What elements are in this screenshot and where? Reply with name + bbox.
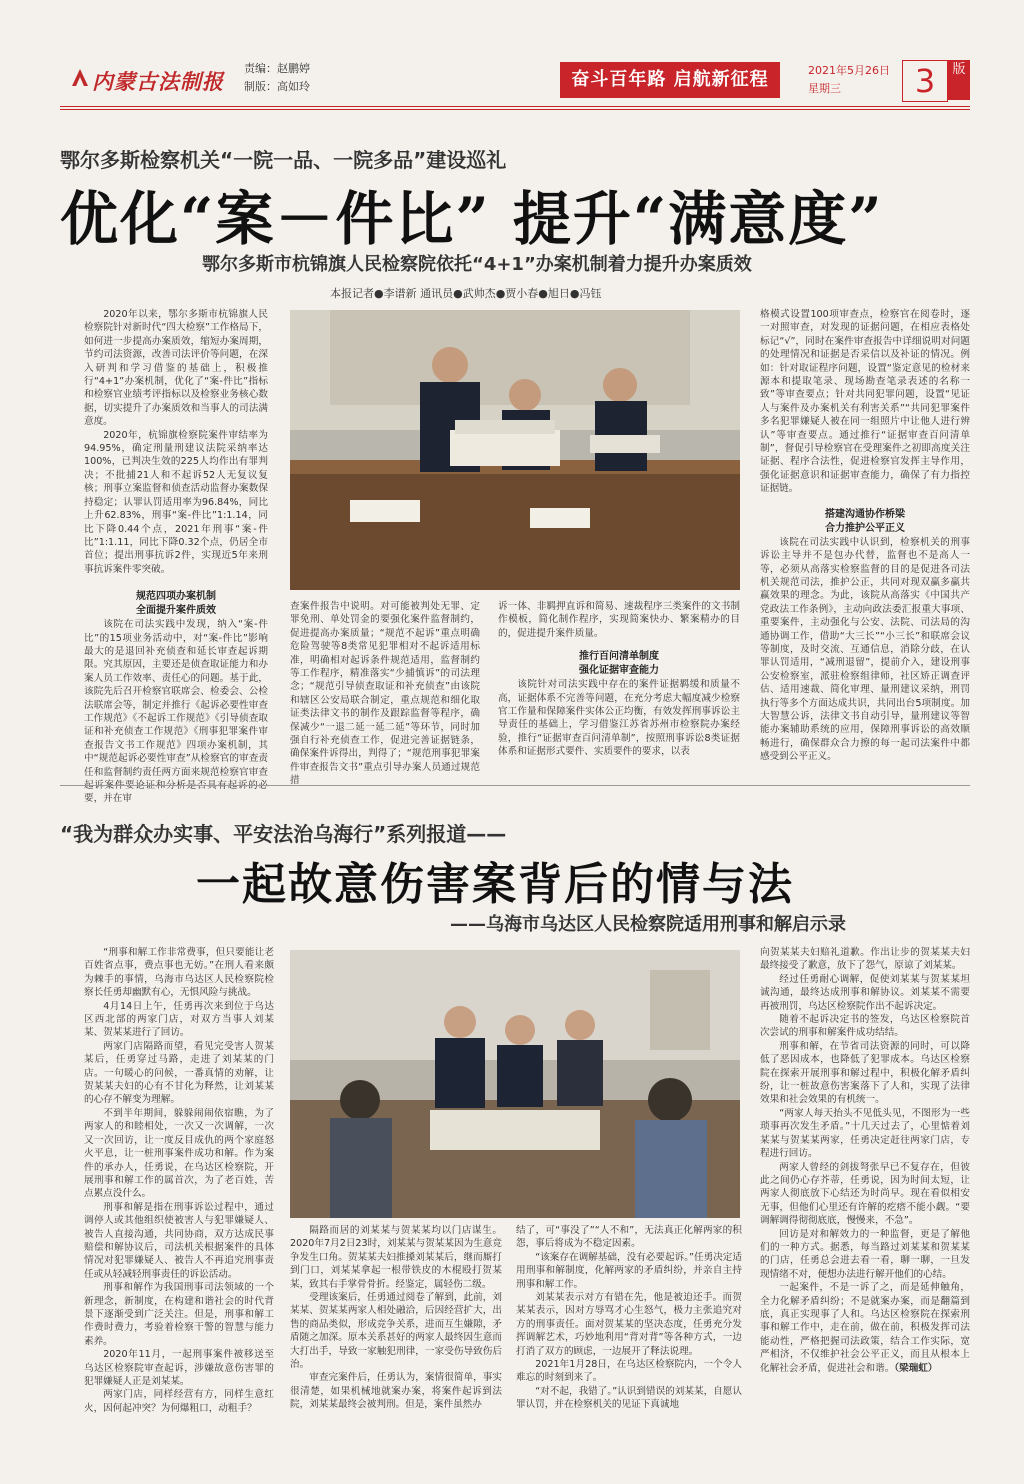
courtroom-photo — [290, 310, 740, 590]
producer-line: 制版：高如玲 — [244, 80, 310, 93]
paragraph: 该院在司法实践中认识到，检察机关的刑事诉讼主导并不是包办代替，监督也不是高人一等，必须从高落实检察监督的目的是促进各司法机关规范司法，推护公正，共同对现双赢多赢共赢效果的理念。为此，该院从高落实《中国共产党政法工作条例》，主动向政法委汇报重大事项、重要案件，主动强化与公安、法院、司法局的沟通协调工作，借助“大三长”“小三长”和联席会议等制度，及时交流、互通信息，消除分歧，在认罪认罚适用，“减刑退留”，提前介入，建设刑事公安检察室，派驻检察组律师，社区矫正调查评估、适用速裁、简化审理、量刑建议采纳，刑罚执行等多个方面达成共识，共同出台5项制度。加大智慧公诉，法律文书自动引导，量刑建议等智能办案辅助系统的应用，保障刑事诉讼的高效顺畅进行，确保群众合力擦的每一起司法案件中都感受到公平正义。 — [760, 536, 970, 763]
paragraph: 该院在司法实践中发现，纳入“案-件比”的15项业务活动中，对“案-件比”影响最大的是退回补充侦查和延长审查起诉期限。究其原因，主要还是侦查取证能力和办案人员工作效率、责任心的问题。基于此，该院先后召开检察官联席会、检委会、公检法联席会等，制定并推行《起诉必要性审查工作规范》《不起诉工作规范》《引导侦查取证和补充侦查工作规范》《刑事犯罪案件审查报告文书工作规范》四项办案机制，其中“规范起诉必要性审查”从检察官的审查责任和监督制约责任两方面来规范检察官审查起诉案件要论证和分析是否具有起诉的必要，并在审 — [84, 619, 268, 805]
weekday: 星期三 — [808, 82, 841, 95]
paragraph: 受理该案后，任勇通过阅卷了解到，此前，刘某某、贺某某两家人相处融洽，后因经营扩大，出售的商品类似，形成竞争关系，进而互生嫌隙，矛盾随之加深。原本关系甚好的两家人最终因生意而大打出手，导致一家触犯刑律，一家受伤导致伤后治。 — [290, 1292, 502, 1371]
paragraph: “该案存在调解基础，没有必要起诉。”任勇决定适用刑事和解制度，化解两家的矛盾纠纷，并亲自主持刑事和解工作。 — [516, 1251, 742, 1290]
page-number: 3 — [902, 60, 948, 102]
paragraph: 刑事和解作为我国刑事司法领域的一个新理念，新制度，在构建和谐社会的时代背景下逐渐受到广泛关注。但是，刑事和解工作费时费力，考验着检察干警的智慧与能力素养。 — [84, 1282, 274, 1347]
article2-title: 一起故意伤害案背后的情与法 — [196, 859, 794, 910]
article2-kicker: “我为群众办实事、平安法治乌海行”系列报道—— — [60, 822, 507, 846]
article1-column-4 — [760, 308, 970, 778]
paragraph: 随着不起诉决定书的签发，乌达区检察院首次尝试的刑事和解案件成功结结。 — [760, 1014, 970, 1039]
article1-column-3 — [498, 600, 740, 778]
paragraph-text: 一起案件，不是一诉了之，而是延伸触角，全力化解矛盾纠纷；不是就案办案，而是翻篇到底，真正实现事了人和。乌达区检察院在探索刑事和解工作中，走在前，做在前，积极发挥司法能动性，严格把握司法政策，结合工作实际，宽严相济，不仅维护社会公平正义，而且从根本上化解社会矛盾，促进社会和谐。 — [760, 1282, 970, 1374]
paragraph: 隔路而居的刘某某与贺某某均以门店谋生。2020年7月2日23时，刘某某与贺某某因为生意竞争发生口角。贺某某夫妇推搡刘某某后，继而厮打到门口，刘某某拿起一根带铁皮的木棍殴打贺某某，致其右手掌骨骨折。经鉴定，属轻伤二级。 — [290, 1225, 502, 1290]
courtroom-illustration — [290, 310, 740, 590]
paragraph: 格模式设置100项审查点，检察官在阅卷时，逐一对照审查，对发现的证据问题，在相应表格处标记“√”，同时在案件审查报告中详细说明对问题的处理情况和证据是否采信以及补证的情况。例如：针对取证程序问题，设置“鉴定意见的检材来源本和提取笔录、现场勘查笔录表述的名称一致”等审查要点；针对共同犯罪问题，设置“见证人与案件及办案机关有利害关系”“共同犯罪案件多名犯罪嫌疑人被在同一组照片中让他人进行辨认”等审查要点。通过推行“证据审查百问清单制”，督促引导检察官在受理案件之初即高度关注证据、程序合法性，促进检察官发挥主导作用，强化证据意识和证据审查能力，确保了有力指控证据链。 — [760, 309, 970, 495]
section-banner: 奋斗百年路 启航新征程 — [560, 62, 780, 98]
subhead: 规范四项办案机制 — [136, 591, 216, 603]
paragraph: 审查完案件后，任勇认为，案情很简单，事实很清楚，如果机械地就案办案，将案件起诉到法院，刘某某最终会被判刑。但是，案件虽然办 — [290, 1372, 502, 1411]
paragraph: 刘某某表示对方有错在先，他是被迫还手。而贺某某表示，因对方辱骂才心生怒气，极力主张追究对方的刑事责任。面对贺某某的坚决态度，任勇充分发挥调解艺术，巧妙地利用“背对背”等各种方式，一边打消了双方的顾虑，一边展开了释法说理。 — [516, 1292, 742, 1357]
paragraph: 2021年1月28日，在乌达区检察院内，一个令人难忘的时刻到来了。 — [516, 1359, 742, 1384]
paragraph: 2020年11月，一起刑事案件被移送至乌达区检察院审查起诉，涉嫌故意伤害罪的犯罪嫌疑人正是刘某某。 — [84, 1349, 274, 1387]
paragraph: 两家门店隔路而望，看见完受害人贺某某后，任勇穿过马路，走进了刘某某的门店。一句暖心的问候，一番真情的劝解，让贺某某夫妇的心有不甘化为释然，让刘某某的心存不解变为理解。 — [84, 1040, 274, 1106]
paragraph: “对不起，我错了。”认识到错误的刘某某，自愿认罪认罚，并在检察机关的见证下真诚地 — [516, 1385, 742, 1411]
mediation-illustration — [290, 950, 740, 1218]
logo-mark-icon — [70, 66, 90, 90]
article2-column-1 — [84, 946, 274, 1426]
article1-column-2 — [290, 600, 480, 787]
article2-subtitle: ——乌海市乌达区人民检察院适用刑事和解启示录 — [450, 914, 846, 935]
editor-credits — [244, 60, 310, 96]
paragraph: 两家人曾经的剑拔弩张早已不复存在，但彼此之间仍心存芥蒂，任勇说，因为时间太短，让两家人彻底放下心结还为时尚早。现在看似相安无事，但他们心里还有许解的疙瘩不能小觑。“要调解调得彻彻底底，慢慢来，不急”。 — [760, 1161, 970, 1227]
mediation-photo — [290, 950, 740, 1218]
paragraph: 诉一体、非羁押直诉和简易、速裁程序三类案件的文书制作模板，简化制作程序，实现简案快办、繁案精办的目的，促进提升案件质量。 — [498, 601, 740, 639]
author-credit: （梁瑞虹） — [894, 1362, 938, 1374]
article1-kicker: 鄂尔多斯检察机关“一院一品、一院多品”建设巡礼 — [60, 148, 507, 172]
article2-column-3 — [516, 1224, 742, 1434]
paragraph: 4月14日上午，任勇再次来到位于乌达区西北部的两家门店，对双方当事人刘某某、贺某某进行了回访。 — [84, 1000, 274, 1039]
subhead: 搭建沟通协作桥梁 — [825, 508, 905, 520]
article2-column-2 — [290, 1224, 502, 1434]
header-divider-2 — [60, 109, 970, 110]
paragraph: “刑事和解工作非常费事，但只要能让老百姓省点事，费点事也无妨。”在刑人看来颇为棘手的事情，乌海市乌达区人民检察院检察长任勇却幽默有心，无惧风险与挑战。 — [84, 947, 274, 999]
paragraph: 两家门店，同样经营有方，同样生意红火，因何起冲突？为何爆粗口，动粗手？ — [84, 1389, 274, 1414]
paragraph: “两家人每天抬头不见低头见，不图形为一些琐事再次发生矛盾。”十几天过去了，心里惦着刘某某与贺某某两家，任勇决定赶往两家门店，专程进行回访。 — [760, 1107, 970, 1160]
article1-title: 优化“案－件比” 提升“满意度” — [60, 185, 884, 253]
header-divider — [60, 106, 970, 107]
paragraph: 回访是对和解效力的一种监督，更是了解他们的一种方式。据悉，每当路过刘某某和贺某某的门店，任勇总会进去看一看，聊一聊，一旦发现情绪不对，便想办法进行解开他们的心结。 — [760, 1228, 970, 1280]
subhead: 全面提升案件质效 — [136, 605, 216, 617]
paragraph: 该院针对司法实践中存在的案件证据羁缓和质量不高，证据体系不完善等问题，在充分考虑大幅度减少检察官工作量和保障案件实体公正均衡，有效发挥刑事诉讼主导责任的基础上，学习借鉴江苏省苏州市检察院办案经验，推行“证据审查百问清单制”，按照刑事诉讼8类证据体系和证据形式要件、实质要件的要求，以表 — [498, 679, 740, 758]
paragraph: 查案件报告中说明。对可能被判处无罪、定罪免刑、单处罚金的要强化案件监督制约，促进提高办案质量；“规范不起诉”重点明确危险驾驶等8类常见犯罪相对不起诉适用标准，明确相对起诉条件规范适用，监督制约等工作程序，精准落实“少捕慎诉”的司法理念；“规范引导侦查取证和补充侦查”由该院和辖区公安局联合制定，重点规范和细化取证类法律文书的制作及跟踪监督等程序，确保减少“一退二延一延二延”等环节，同时加强自行补充侦查工作，促进完善证据链条，确保案件诉得出，判得了；“规范刑事犯罪案件审查报告文书”重点引导办案人员通过规范措 — [290, 601, 480, 787]
article1-subtitle: 鄂尔多斯市杭锦旗人民检察院依托“4+1”办案机制着力提升办案质效 — [202, 254, 752, 275]
paragraph: 2020年，杭锦旗检察院案件审结率为94.95%，确定刑量刑建议法院采纳率达100%，已判决生效的225人均作出有罪判决；不批捕21人和不起诉52人无复议复核；刑事立案监督和侦查活动监督办案数保持稳定；认罪认罚适用率为96.84%，同比上升62.83%，刑事“案-件比”1:1.14，同比下降0.44个点，2021年刑事“案-件比”1:1.11，同比下降0.32个点，仍居全市首位；提出刑事抗诉2件，实现近5年来刑事抗诉案件零突破。 — [84, 429, 268, 575]
paragraph: 向贺某某夫妇赔礼道歉。作出让步的贺某某夫妇最终接受了歉意，放下了怨气，原谅了刘某某。 — [760, 947, 970, 972]
subhead: 推行百问清单制度 — [579, 651, 659, 663]
paragraph: 2020年以来，鄂尔多斯市杭锦旗人民检察院针对新时代“四大检察”工作格局下，如何进一步提高办案质效，缩短办案周期，节约司法资源，改善司法评价等问题，在深入研判和学习借鉴的基础上，积极推行“4+1”办案机制，优化了“案-件比”指标和检察官业绩考评指标以及检察业务核心数据，切实提升了办案质效和当事人的司法满意度。 — [84, 309, 268, 428]
paragraph — [760, 1281, 970, 1375]
newspaper-logo: 内蒙古法制报 — [92, 70, 224, 94]
page-label: 版 — [948, 60, 970, 100]
paragraph: 不到半年期间，躲躲闹闹依宿瞧，为了两家人的和睦相处，一次又一次调解，一次又一次回访，让一度反目成仇的两个家庭怒火平息，让一桩刑事案件成功和解。作为案件的承办人，任勇说，在乌达区检察院，开展刑事和解工作的属首次，为了老百姓，苦点累点没什么。 — [84, 1107, 274, 1200]
editor-line: 责编：赵鹏婷 — [244, 62, 310, 75]
section-divider — [60, 785, 970, 786]
article1-column-1 — [84, 308, 268, 805]
paragraph: 刑事和解，在节省司法资源的同时，可以降低了恶因成本，也降低了犯罪成本。乌达区检察院在探索开展刑事和解过程中，积极化解矛盾纠纷，让一桩故意伤害案落下了人和，实现了法律效果和社会效果的有机统一。 — [760, 1040, 970, 1106]
article1-byline: 本报记者●李谱新 通讯员●武帅杰●贾小春●旭日●冯钰 — [330, 287, 602, 300]
subhead: 强化证据审查能力 — [579, 665, 659, 677]
date: 2021年5月26日 — [808, 64, 890, 77]
paragraph: 结了，可“事没了”“人不和”，无法真正化解两家的积怨，事后将成为不稳定因素。 — [516, 1225, 742, 1250]
masthead — [70, 60, 230, 100]
subhead: 合力推护公平正义 — [825, 522, 905, 534]
issue-date — [808, 62, 890, 98]
article2-column-4 — [760, 946, 970, 1434]
paragraph: 经过任勇耐心调解，促使刘某某与贺某某坦诚沟通，最终达成刑事和解协议。刘某某不需要再被刑罚，乌达区检察院作出不起诉决定。 — [760, 973, 970, 1012]
paragraph: 刑事和解是指在刑事诉讼过程中，通过调停人或其他组织使被害人与犯罪嫌疑人、被告人直接沟通，共同协商，双方达成民事赔偿和解协议后，司法机关根据案件的具体情况对犯罪嫌疑人、被告人不再追究刑事责任或从轻减轻刑事责任的诉讼活动。 — [84, 1201, 274, 1280]
